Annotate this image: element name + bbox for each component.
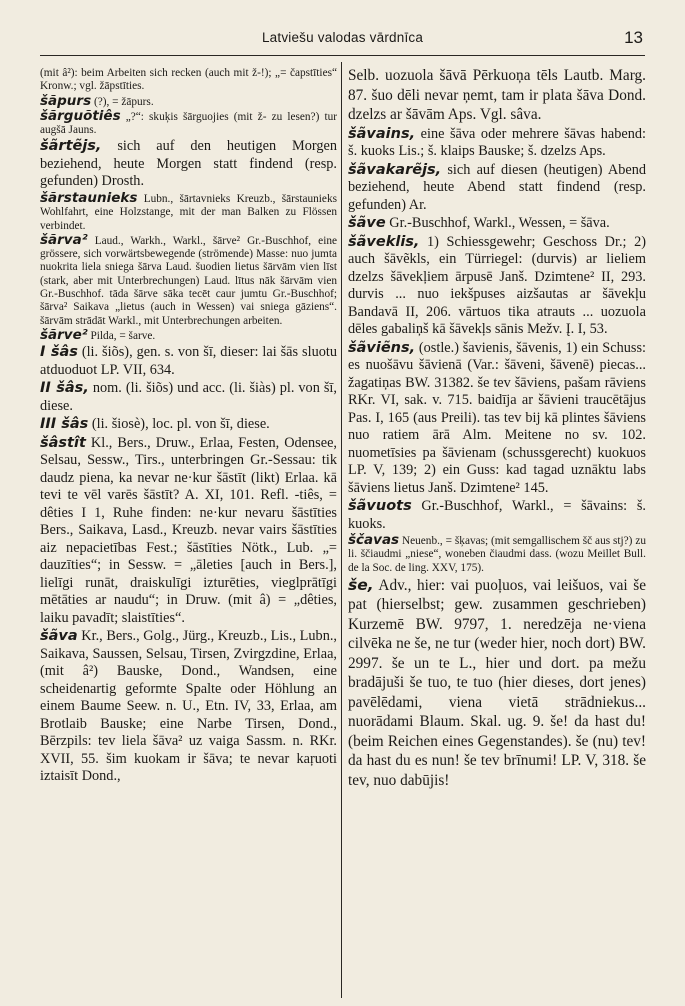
- entry-headword: III šâs: [40, 416, 89, 433]
- entry-text: Pilda, = šarve.: [87, 329, 156, 342]
- entry-text: Lubn., šārtavnieks Kreuzb., šārstaunieks Wohlfahrt, eine Holzstange, mit der man Balken zu Flössen verbindet.: [40, 192, 337, 232]
- dictionary-entry: [348, 498, 646, 533]
- entry-headword: še,: [348, 575, 374, 594]
- column-divider: [341, 62, 342, 998]
- dictionary-entry: [348, 126, 646, 161]
- entry-text: Gr.-Buschhof, Warkl., = šāvains: š. kuoks.: [348, 498, 646, 532]
- page-number: 13: [624, 28, 643, 47]
- entry-headword: šãvains,: [348, 125, 416, 142]
- entry-text: „?“: skuķis šārguojies (mit ž- zu lesen?) tur augšā Jauns.: [40, 110, 337, 137]
- dictionary-entry: [348, 340, 646, 498]
- entry-headword: ščavas: [348, 532, 400, 548]
- header-rule: [40, 55, 645, 56]
- entry-text: 1) Schiessgewehr; Geschoss Dr.; 2) auch šāvẽkls, ein Türriegel: (durvis) ar lieliem dzelzs šāvekļiem ārpusē Janš. Dzimtene² II, 293. durvis ... nuo iekšpuses aizšautas ar šāvekļu Bandavā II, 206. vārtuos tika atrauts ... uozuola dēles gabaliņš kā šāvekļs sānis Mežv. Į. I, 53.: [348, 233, 646, 337]
- dictionary-entry: [40, 231, 337, 328]
- entry-headword: šãvuots: [348, 498, 412, 514]
- entry-text: nom. (li. šiõs) und acc. (li. šiàs) pl. von šī, diese.: [40, 380, 337, 414]
- dictionary-entry: [40, 344, 337, 379]
- entry-text: Kl., Bers., Druw., Erlaa, Festen, Odensee, Selsau, Sessw., Tirs., unterbringen Gr.-Sessau: tik daudz piena, ka nevar ne·kur šāstīt (likt) Erlaa. kā tevi te vēl varēs šāstīt? A. XI, 101. Refl. -tiês, = dêties I 1, Ruhe finden: ne·kur nevaru šāstīties Bers., Saikava, Lasd., Kreuzb. nevar vairs šāstīties aiz nepacietības Fest.; šāstīties Nötk., Lub. „= dauzīties“; in Sessw. = „āleties [auch in Bers.], lielīgi runāt, draiskulīgi izturēties, vieglprātīgi mētāties ar naudu“; in Druw. (mit â) = „dêties, laiku pavadīt; slaistīties“.: [40, 434, 337, 626]
- entry-headword: šãve: [348, 215, 386, 231]
- entry-text: eine šāva oder mehrere šāvas habend: š. kuoks Lis.; š. klaips Bauske; š. dzelzs Aps.: [348, 125, 646, 159]
- dictionary-entry: [40, 628, 337, 786]
- running-title: Latviešu valodas vārdnīca: [261, 30, 424, 45]
- entry-text: sich auf diesen (heutigen) Abend beziehend, heute Abend statt findend (resp. gefunden) Ar.: [348, 161, 646, 213]
- entry-headword: šãva: [40, 628, 78, 645]
- dictionary-entry: [40, 326, 337, 343]
- dictionary-entry: [348, 576, 646, 791]
- dictionary-entry: [40, 66, 337, 94]
- entry-text: Kr., Bers., Golg., Jürg., Kreuzb., Lis., Lubn., Saikava, Saussen, Selsau, Tirsen, Zvirgzdine, Erlaa, (mit â²) Bauske, Dond., Wandsen, eine scheidenartig geformte Spalte oder Höhlung an einem Baume Seew. n. U., Etn. IV, 33, Erlaa, am Brotlaib Bauske; eine Narbe Tirsen, Dond., Bērzpils: tev liela šāva² uz vaiga Sassm. n. RKr. XVII, 55. šim kuokam ir šāva; te nevar kaŗuoti iztaisīt Dond.,: [40, 628, 337, 785]
- entry-headword: šãvakarẽjs,: [348, 161, 442, 178]
- entry-text: Adv., hier: vai puoļuos, vai leišuos, vai še pat (hierselbst; gew. zusammen geschrieben) Kurzemē BW. 9797, 1. neredzēja ne·viena cilvēka ne še, ne tur (weder hier, noch dort) BW. 2997. še un te L., hier und dort. pa mežu bradājuši še tuo, te tuo (hier dieses, dort jenes) pavēlēdami, viena vietā strādniekus... nuorādami Blaum. Skal. ug. 9. še! da hast du! (beim Reichen eines Gegenstandes). še (nu) tev! da hast du es nun! še tev brīnumi! LP. V, 318. še tev, nuo dabūjis!: [348, 576, 646, 789]
- page-header: [40, 26, 645, 52]
- entry-text: (li. šiosè), loc. pl. von šī, diese.: [88, 416, 270, 433]
- dictionary-entry: [40, 416, 337, 434]
- dictionary-entry: [40, 92, 337, 109]
- dictionary-entry: [40, 380, 337, 415]
- entry-text: (mit â²): beim Arbeiten sich recken (auch mit ž-!); „= čapstīties“ Kronw.; vgl. žāpstīties.: [40, 67, 337, 93]
- entry-headword: II šâs,: [40, 380, 89, 397]
- dictionary-entry: [348, 162, 646, 215]
- entry-text: Gr.-Buschhof, Warkl., Wessen, = šāva.: [385, 215, 610, 231]
- entry-text: sich auf den heutigen Morgen beziehend, heute Morgen statt findend (resp. gefunden) Drosth.: [40, 138, 337, 190]
- entry-headword: šãpurs: [40, 92, 92, 109]
- entry-headword: I šâs: [40, 344, 78, 361]
- entry-headword: šâstît: [40, 434, 86, 451]
- dictionary-entry: [40, 138, 337, 191]
- dictionary-entry: [40, 189, 337, 233]
- dictionary-entry: [348, 66, 646, 125]
- entry-headword: šãrve²: [40, 326, 88, 343]
- entry-text: (ostle.) šavienis, šāvenis, 1) ein Schuss: es nuošāvu šāvienā (Var.: šāveni, šāvenē) piecas... žagatiņas BW. 31382. še tev šāviens, pašam rāviens RKr. VI, sak. v. 715. baidīja ar šāvieni traucētājus Pas. I, 165 (aus Preili). tas tev bij kā plintes šāviens nuo ratiem ārā Alm. Meitene no sv. 102. nuometīsies pa šāvienam (schussgerecht) kuokuos LP. V, 139; 2) ein Guss: kad tagad uznāktu labs šāviens lietus Janš. Dzimtene² 145.: [348, 339, 646, 496]
- entry-text: Neuenb., = šķavas; (mit semgallischem šč aus stj?) zu li. ščiaudmi „niese“, woneben čiaudmi dass. (wozu Meillet Bull. de la Soc. de ling. XXV, 175).: [348, 535, 646, 574]
- entry-headword: šãveklis,: [348, 233, 420, 250]
- entry-text: Laud., Warkh., Warkl., šārve² Gr.-Buschhof, eine grössere, sich vorwärtsbewegende (strömende) Masse: nuo jumta nuokrita liela sniega šārva Laud. šuodien lietus šārvām vien līst (stark, aber mit Unterbrechungen) Laud. lītus nāk šārvām vien Gr.-Buschhof. tāda šārve sāka tecēt caur jumtu Gr.-Buschhof; šārva² Saikava „lietus (auch in Wessen) vai sniega gāziens“. šārvām strādāt Warkl., mit Unterbrechungen arbeiten.: [40, 234, 337, 327]
- entry-text: Selb. uozuola šāvā Pērkuoņa tēls Lautb. Marg. 87. šuo dēli nevar ņemt, tam ir plata šāva Dond. dzelzs ar šāvām Aps. Vgl. sâva.: [348, 67, 646, 123]
- dictionary-entry: [348, 534, 646, 575]
- entry-text: (?), = žāpurs.: [91, 95, 154, 108]
- dictionary-entry: [40, 107, 337, 138]
- right-column: [348, 66, 646, 996]
- dictionary-entry: [348, 234, 646, 339]
- left-column: [40, 66, 337, 996]
- entry-headword: šãrtẽjs,: [40, 138, 102, 155]
- entry-headword: šãrstaunieks: [40, 189, 138, 206]
- dictionary-entry: [348, 215, 646, 233]
- entry-headword: šãrva²: [40, 231, 88, 248]
- entry-text: (li. šiõs), gen. s. von šī, dieser: lai šās sluotu atduoduot LP. VII, 634.: [40, 344, 337, 378]
- entry-headword: šãviẽns,: [348, 339, 416, 356]
- entry-headword: šãrguõtiês: [40, 107, 121, 124]
- dictionary-entry: [40, 435, 337, 628]
